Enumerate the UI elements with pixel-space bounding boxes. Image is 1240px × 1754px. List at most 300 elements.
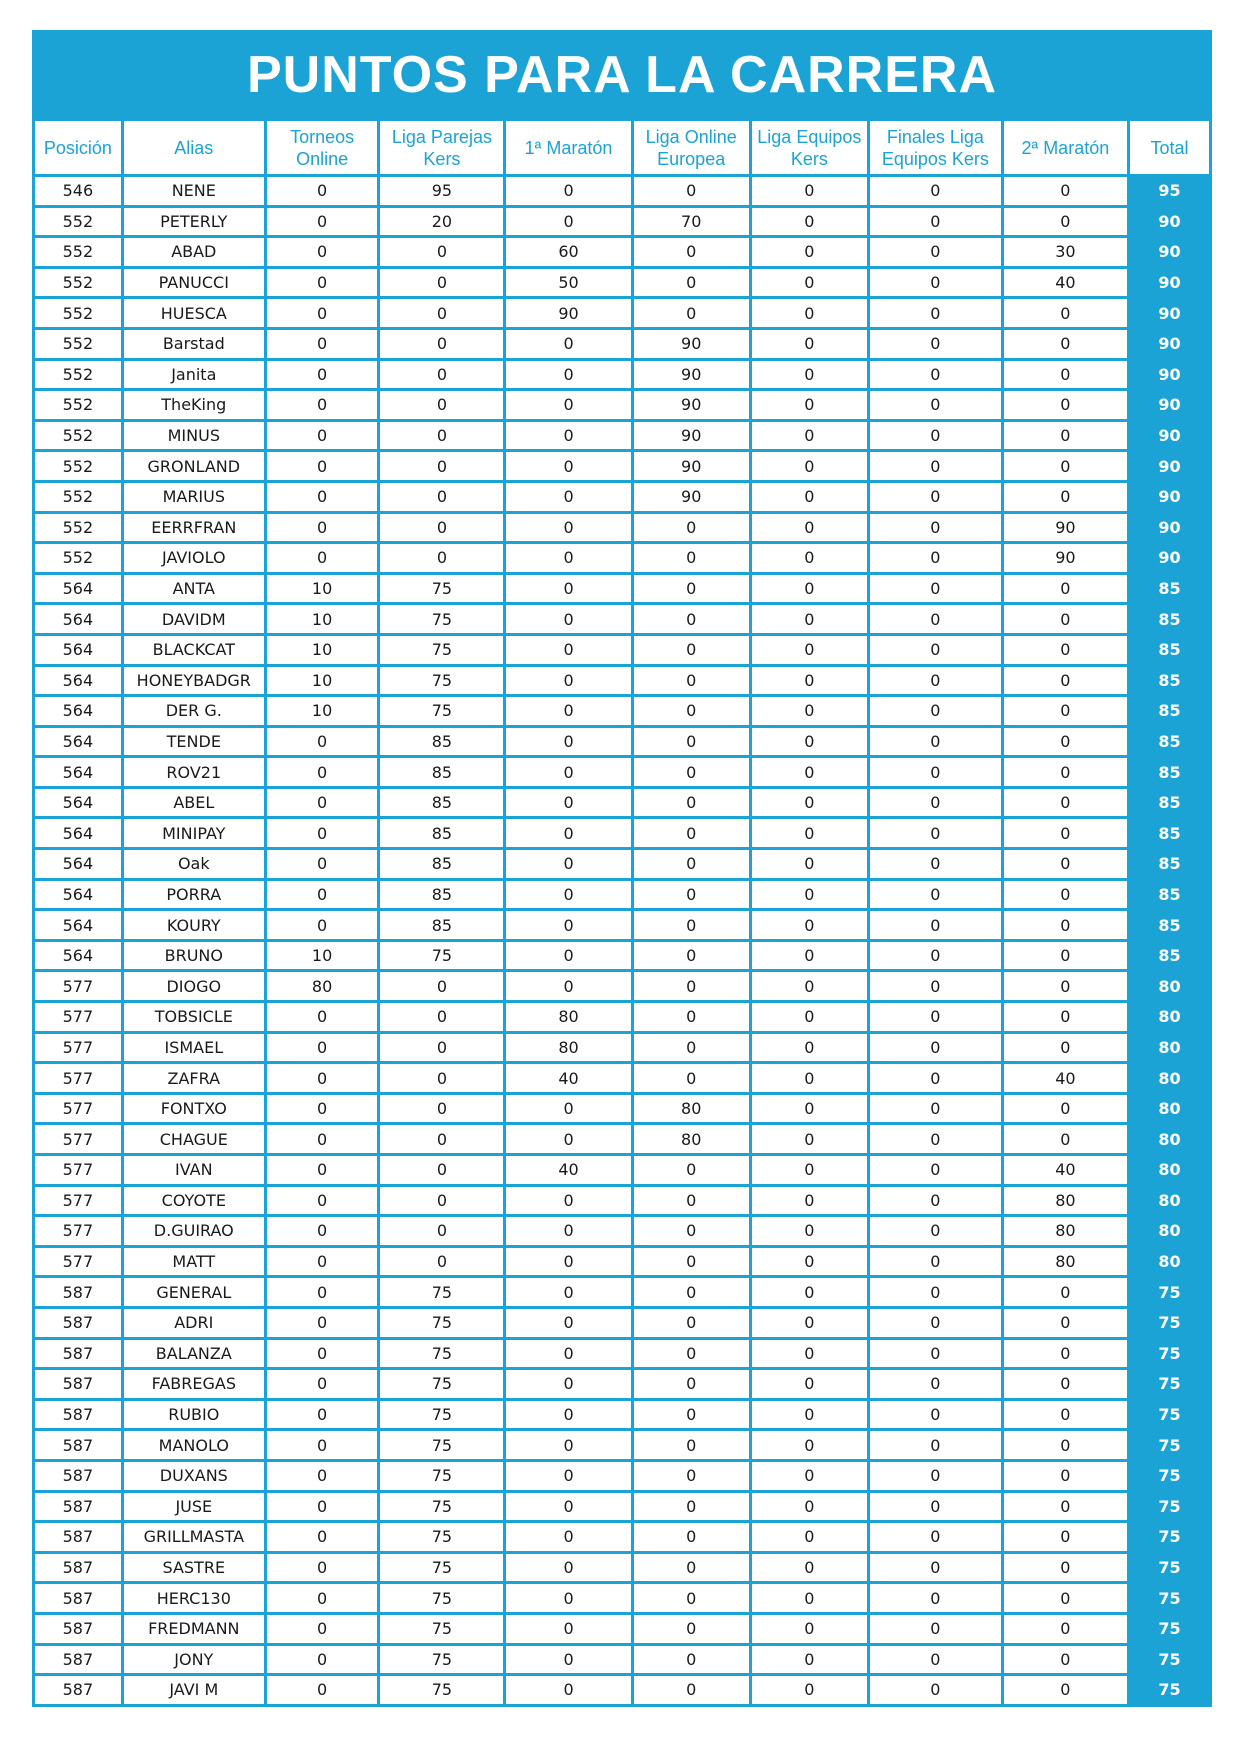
table-row <box>35 1095 1209 1123</box>
liga-online-europea-cell: 90 <box>634 330 749 358</box>
column-header-2-maraton: 2ª Maratón <box>1004 121 1127 174</box>
alias-cell: ANTA <box>124 575 264 603</box>
table-row <box>35 361 1209 389</box>
torneos-online-cell: 0 <box>267 1523 378 1551</box>
position-cell: 577 <box>35 1125 121 1153</box>
table-row <box>35 972 1209 1000</box>
liga-online-europea-cell: 0 <box>634 1370 749 1398</box>
liga-equipos-kers-cell: 0 <box>752 1309 867 1337</box>
alias-cell: ROV21 <box>124 758 264 786</box>
alias-cell: COYOTE <box>124 1187 264 1215</box>
maraton-2-cell: 0 <box>1004 208 1127 236</box>
torneos-online-cell: 0 <box>267 1003 378 1031</box>
column-header-total: Total <box>1130 121 1209 174</box>
finales-liga-equipos-kers-cell: 0 <box>870 544 1001 572</box>
liga-online-europea-cell: 0 <box>634 1003 749 1031</box>
finales-liga-equipos-kers-cell: 0 <box>870 728 1001 756</box>
position-cell: 577 <box>35 1156 121 1184</box>
liga-parejas-kers-cell: 0 <box>380 361 503 389</box>
liga-parejas-kers-cell: 75 <box>380 667 503 695</box>
column-header-1-maraton: 1ª Maratón <box>506 121 630 174</box>
liga-online-europea-cell: 90 <box>634 391 749 419</box>
torneos-online-cell: 0 <box>267 1217 378 1245</box>
total-cell: 75 <box>1130 1493 1209 1521</box>
column-header-liga-equipos-kers: Liga Equipos Kers <box>752 121 867 174</box>
maraton-2-cell: 30 <box>1004 238 1127 266</box>
position-cell: 552 <box>35 238 121 266</box>
liga-parejas-kers-cell: 75 <box>380 575 503 603</box>
torneos-online-cell: 0 <box>267 361 378 389</box>
liga-parejas-kers-cell: 75 <box>380 636 503 664</box>
maraton-1-cell: 0 <box>506 819 630 847</box>
maraton-1-cell: 0 <box>506 850 630 878</box>
position-cell: 577 <box>35 1034 121 1062</box>
finales-liga-equipos-kers-cell: 0 <box>870 1156 1001 1184</box>
maraton-1-cell: 0 <box>506 789 630 817</box>
liga-equipos-kers-cell: 0 <box>752 1554 867 1582</box>
finales-liga-equipos-kers-cell: 0 <box>870 269 1001 297</box>
alias-cell: D.GUIRAO <box>124 1217 264 1245</box>
liga-equipos-kers-cell: 0 <box>752 942 867 970</box>
position-cell: 552 <box>35 330 121 358</box>
total-cell: 75 <box>1130 1646 1209 1674</box>
position-cell: 552 <box>35 514 121 542</box>
liga-parejas-kers-cell: 75 <box>380 1431 503 1459</box>
table-row <box>35 269 1209 297</box>
total-cell: 75 <box>1130 1278 1209 1306</box>
finales-liga-equipos-kers-cell: 0 <box>870 911 1001 939</box>
alias-cell: TENDE <box>124 728 264 756</box>
maraton-2-cell: 90 <box>1004 514 1127 542</box>
liga-online-europea-cell: 0 <box>634 238 749 266</box>
maraton-2-cell: 40 <box>1004 269 1127 297</box>
total-cell: 85 <box>1130 636 1209 664</box>
total-cell: 85 <box>1130 667 1209 695</box>
alias-cell: ABEL <box>124 789 264 817</box>
liga-online-europea-cell: 0 <box>634 819 749 847</box>
finales-liga-equipos-kers-cell: 0 <box>870 667 1001 695</box>
alias-cell: MINIPAY <box>124 819 264 847</box>
position-cell: 564 <box>35 605 121 633</box>
table-row <box>35 911 1209 939</box>
liga-equipos-kers-cell: 0 <box>752 391 867 419</box>
liga-online-europea-cell: 0 <box>634 1676 749 1704</box>
total-cell: 85 <box>1130 697 1209 725</box>
total-cell: 85 <box>1130 789 1209 817</box>
maraton-2-cell: 0 <box>1004 972 1127 1000</box>
alias-cell: TheKing <box>124 391 264 419</box>
maraton-1-cell: 50 <box>506 269 630 297</box>
column-header-liga-online-europea: Liga Online Europea <box>634 121 749 174</box>
position-cell: 587 <box>35 1523 121 1551</box>
table-row <box>35 819 1209 847</box>
torneos-online-cell: 0 <box>267 1554 378 1582</box>
finales-liga-equipos-kers-cell: 0 <box>870 1309 1001 1337</box>
maraton-2-cell: 0 <box>1004 1278 1127 1306</box>
total-cell: 90 <box>1130 299 1209 327</box>
maraton-1-cell: 0 <box>506 391 630 419</box>
maraton-2-cell: 0 <box>1004 1003 1127 1031</box>
liga-online-europea-cell: 0 <box>634 728 749 756</box>
torneos-online-cell: 0 <box>267 1034 378 1062</box>
table-row <box>35 605 1209 633</box>
liga-parejas-kers-cell: 0 <box>380 238 503 266</box>
table-row <box>35 1217 1209 1245</box>
maraton-1-cell: 0 <box>506 514 630 542</box>
liga-parejas-kers-cell: 85 <box>380 911 503 939</box>
liga-online-europea-cell: 0 <box>634 1156 749 1184</box>
torneos-online-cell: 0 <box>267 850 378 878</box>
alias-cell: Janita <box>124 361 264 389</box>
maraton-2-cell: 0 <box>1004 1401 1127 1429</box>
position-cell: 587 <box>35 1278 121 1306</box>
liga-equipos-kers-cell: 0 <box>752 1125 867 1153</box>
liga-equipos-kers-cell: 0 <box>752 1340 867 1368</box>
torneos-online-cell: 0 <box>267 238 378 266</box>
liga-online-europea-cell: 0 <box>634 575 749 603</box>
finales-liga-equipos-kers-cell: 0 <box>870 391 1001 419</box>
maraton-2-cell: 0 <box>1004 1554 1127 1582</box>
alias-cell: FONTXO <box>124 1095 264 1123</box>
total-cell: 80 <box>1130 972 1209 1000</box>
position-cell: 577 <box>35 1064 121 1092</box>
maraton-2-cell: 0 <box>1004 1676 1127 1704</box>
alias-cell: EERRFRAN <box>124 514 264 542</box>
liga-equipos-kers-cell: 0 <box>752 299 867 327</box>
liga-equipos-kers-cell: 0 <box>752 361 867 389</box>
liga-parejas-kers-cell: 75 <box>380 1462 503 1490</box>
liga-parejas-kers-cell: 85 <box>380 789 503 817</box>
maraton-2-cell: 0 <box>1004 1095 1127 1123</box>
torneos-online-cell: 0 <box>267 1646 378 1674</box>
position-cell: 552 <box>35 422 121 450</box>
position-cell: 564 <box>35 758 121 786</box>
position-cell: 552 <box>35 208 121 236</box>
table-row <box>35 1340 1209 1368</box>
torneos-online-cell: 0 <box>267 1584 378 1612</box>
maraton-2-cell: 0 <box>1004 1523 1127 1551</box>
position-cell: 552 <box>35 391 121 419</box>
maraton-1-cell: 0 <box>506 942 630 970</box>
table-row <box>35 667 1209 695</box>
torneos-online-cell: 0 <box>267 819 378 847</box>
maraton-1-cell: 0 <box>506 361 630 389</box>
liga-parejas-kers-cell: 75 <box>380 1676 503 1704</box>
liga-parejas-kers-cell: 0 <box>380 972 503 1000</box>
liga-online-europea-cell: 80 <box>634 1125 749 1153</box>
torneos-online-cell: 0 <box>267 1248 378 1276</box>
alias-cell: JONY <box>124 1646 264 1674</box>
table-row <box>35 1554 1209 1582</box>
liga-equipos-kers-cell: 0 <box>752 1370 867 1398</box>
liga-online-europea-cell: 0 <box>634 605 749 633</box>
finales-liga-equipos-kers-cell: 0 <box>870 1615 1001 1643</box>
total-cell: 90 <box>1130 238 1209 266</box>
table-row <box>35 697 1209 725</box>
liga-parejas-kers-cell: 0 <box>380 1095 503 1123</box>
finales-liga-equipos-kers-cell: 0 <box>870 452 1001 480</box>
finales-liga-equipos-kers-cell: 0 <box>870 1278 1001 1306</box>
liga-online-europea-cell: 0 <box>634 1217 749 1245</box>
finales-liga-equipos-kers-cell: 0 <box>870 330 1001 358</box>
liga-online-europea-cell: 0 <box>634 758 749 786</box>
torneos-online-cell: 0 <box>267 881 378 909</box>
maraton-2-cell: 0 <box>1004 819 1127 847</box>
finales-liga-equipos-kers-cell: 0 <box>870 1676 1001 1704</box>
liga-equipos-kers-cell: 0 <box>752 452 867 480</box>
alias-cell: GENERAL <box>124 1278 264 1306</box>
liga-equipos-kers-cell: 0 <box>752 1187 867 1215</box>
total-cell: 75 <box>1130 1370 1209 1398</box>
maraton-2-cell: 0 <box>1004 758 1127 786</box>
liga-equipos-kers-cell: 0 <box>752 1676 867 1704</box>
position-cell: 552 <box>35 361 121 389</box>
liga-online-europea-cell: 0 <box>634 1646 749 1674</box>
position-cell: 587 <box>35 1584 121 1612</box>
finales-liga-equipos-kers-cell: 0 <box>870 1554 1001 1582</box>
maraton-2-cell: 0 <box>1004 1034 1127 1062</box>
alias-cell: BALANZA <box>124 1340 264 1368</box>
position-cell: 564 <box>35 819 121 847</box>
liga-equipos-kers-cell: 0 <box>752 667 867 695</box>
position-cell: 587 <box>35 1615 121 1643</box>
finales-liga-equipos-kers-cell: 0 <box>870 1034 1001 1062</box>
torneos-online-cell: 0 <box>267 1156 378 1184</box>
liga-online-europea-cell: 0 <box>634 1187 749 1215</box>
liga-online-europea-cell: 0 <box>634 1248 749 1276</box>
liga-online-europea-cell: 90 <box>634 483 749 511</box>
liga-parejas-kers-cell: 75 <box>380 1401 503 1429</box>
alias-cell: HUESCA <box>124 299 264 327</box>
total-cell: 85 <box>1130 819 1209 847</box>
table-row <box>35 881 1209 909</box>
total-cell: 75 <box>1130 1676 1209 1704</box>
alias-cell: ISMAEL <box>124 1034 264 1062</box>
total-cell: 75 <box>1130 1309 1209 1337</box>
liga-parejas-kers-cell: 20 <box>380 208 503 236</box>
table-row <box>35 1676 1209 1704</box>
maraton-1-cell: 40 <box>506 1156 630 1184</box>
total-cell: 95 <box>1130 177 1209 205</box>
alias-cell: SASTRE <box>124 1554 264 1582</box>
liga-parejas-kers-cell: 75 <box>380 605 503 633</box>
liga-parejas-kers-cell: 0 <box>380 330 503 358</box>
liga-online-europea-cell: 0 <box>634 1462 749 1490</box>
liga-online-europea-cell: 0 <box>634 697 749 725</box>
finales-liga-equipos-kers-cell: 0 <box>870 881 1001 909</box>
position-cell: 577 <box>35 1003 121 1031</box>
table-row <box>35 636 1209 664</box>
position-cell: 564 <box>35 850 121 878</box>
table-row <box>35 483 1209 511</box>
liga-equipos-kers-cell: 0 <box>752 1493 867 1521</box>
liga-online-europea-cell: 80 <box>634 1095 749 1123</box>
alias-cell: FABREGAS <box>124 1370 264 1398</box>
liga-parejas-kers-cell: 0 <box>380 514 503 542</box>
liga-equipos-kers-cell: 0 <box>752 1584 867 1612</box>
maraton-1-cell: 0 <box>506 1217 630 1245</box>
table-row <box>35 452 1209 480</box>
liga-online-europea-cell: 0 <box>634 881 749 909</box>
finales-liga-equipos-kers-cell: 0 <box>870 208 1001 236</box>
maraton-1-cell: 0 <box>506 1523 630 1551</box>
maraton-1-cell: 0 <box>506 544 630 572</box>
liga-parejas-kers-cell: 0 <box>380 391 503 419</box>
liga-online-europea-cell: 0 <box>634 942 749 970</box>
maraton-1-cell: 0 <box>506 1401 630 1429</box>
page-title: PUNTOS PARA LA CARRERA <box>246 46 998 104</box>
position-cell: 577 <box>35 1248 121 1276</box>
finales-liga-equipos-kers-cell: 0 <box>870 972 1001 1000</box>
total-cell: 85 <box>1130 758 1209 786</box>
liga-parejas-kers-cell: 0 <box>380 1248 503 1276</box>
alias-cell: BLACKCAT <box>124 636 264 664</box>
alias-cell: RUBIO <box>124 1401 264 1429</box>
position-cell: 577 <box>35 1217 121 1245</box>
position-cell: 564 <box>35 728 121 756</box>
finales-liga-equipos-kers-cell: 0 <box>870 1401 1001 1429</box>
finales-liga-equipos-kers-cell: 0 <box>870 758 1001 786</box>
liga-online-europea-cell: 0 <box>634 1340 749 1368</box>
table-row <box>35 330 1209 358</box>
liga-equipos-kers-cell: 0 <box>752 1431 867 1459</box>
table-row <box>35 758 1209 786</box>
maraton-2-cell: 0 <box>1004 1584 1127 1612</box>
total-cell: 90 <box>1130 330 1209 358</box>
maraton-2-cell: 90 <box>1004 544 1127 572</box>
maraton-1-cell: 0 <box>506 1462 630 1490</box>
maraton-1-cell: 0 <box>506 697 630 725</box>
maraton-2-cell: 0 <box>1004 1340 1127 1368</box>
alias-cell: HERC130 <box>124 1584 264 1612</box>
maraton-2-cell: 0 <box>1004 881 1127 909</box>
alias-cell: DIOGO <box>124 972 264 1000</box>
maraton-1-cell: 0 <box>506 605 630 633</box>
liga-equipos-kers-cell: 0 <box>752 483 867 511</box>
total-cell: 80 <box>1130 1125 1209 1153</box>
torneos-online-cell: 0 <box>267 789 378 817</box>
total-cell: 75 <box>1130 1615 1209 1643</box>
torneos-online-cell: 0 <box>267 1615 378 1643</box>
finales-liga-equipos-kers-cell: 0 <box>870 1064 1001 1092</box>
torneos-online-cell: 0 <box>267 177 378 205</box>
torneos-online-cell: 0 <box>267 514 378 542</box>
liga-parejas-kers-cell: 0 <box>380 483 503 511</box>
total-cell: 80 <box>1130 1095 1209 1123</box>
liga-parejas-kers-cell: 75 <box>380 1493 503 1521</box>
liga-online-europea-cell: 0 <box>634 1064 749 1092</box>
liga-online-europea-cell: 0 <box>634 850 749 878</box>
liga-equipos-kers-cell: 0 <box>752 1523 867 1551</box>
maraton-1-cell: 0 <box>506 1125 630 1153</box>
torneos-online-cell: 0 <box>267 1431 378 1459</box>
torneos-online-cell: 0 <box>267 452 378 480</box>
maraton-2-cell: 0 <box>1004 1646 1127 1674</box>
torneos-online-cell: 0 <box>267 208 378 236</box>
maraton-2-cell: 0 <box>1004 361 1127 389</box>
table-row <box>35 1431 1209 1459</box>
liga-parejas-kers-cell: 75 <box>380 1278 503 1306</box>
column-header-finales-liga-equipos-kers: Finales Liga Equipos Kers <box>870 121 1001 174</box>
liga-parejas-kers-cell: 0 <box>380 1064 503 1092</box>
maraton-2-cell: 0 <box>1004 177 1127 205</box>
alias-cell: FREDMANN <box>124 1615 264 1643</box>
alias-cell: MANOLO <box>124 1431 264 1459</box>
finales-liga-equipos-kers-cell: 0 <box>870 238 1001 266</box>
maraton-1-cell: 0 <box>506 1278 630 1306</box>
liga-online-europea-cell: 0 <box>634 789 749 817</box>
alias-cell: JAVIOLO <box>124 544 264 572</box>
alias-cell: CHAGUE <box>124 1125 264 1153</box>
table-row <box>35 1615 1209 1643</box>
maraton-1-cell: 0 <box>506 1340 630 1368</box>
liga-parejas-kers-cell: 0 <box>380 1217 503 1245</box>
liga-equipos-kers-cell: 0 <box>752 1156 867 1184</box>
table-row <box>35 422 1209 450</box>
maraton-1-cell: 0 <box>506 1615 630 1643</box>
torneos-online-cell: 0 <box>267 1278 378 1306</box>
liga-parejas-kers-cell: 75 <box>380 1584 503 1612</box>
table-row <box>35 1064 1209 1092</box>
position-cell: 564 <box>35 881 121 909</box>
position-cell: 564 <box>35 667 121 695</box>
alias-cell: BRUNO <box>124 942 264 970</box>
liga-parejas-kers-cell: 0 <box>380 422 503 450</box>
table-row <box>35 208 1209 236</box>
liga-parejas-kers-cell: 75 <box>380 1646 503 1674</box>
maraton-2-cell: 0 <box>1004 1309 1127 1337</box>
torneos-online-cell: 0 <box>267 1676 378 1704</box>
finales-liga-equipos-kers-cell: 0 <box>870 1187 1001 1215</box>
total-cell: 90 <box>1130 391 1209 419</box>
finales-liga-equipos-kers-cell: 0 <box>870 819 1001 847</box>
position-cell: 587 <box>35 1340 121 1368</box>
maraton-1-cell: 60 <box>506 238 630 266</box>
alias-cell: NENE <box>124 177 264 205</box>
finales-liga-equipos-kers-cell: 0 <box>870 1431 1001 1459</box>
liga-online-europea-cell: 0 <box>634 1615 749 1643</box>
liga-online-europea-cell: 0 <box>634 1493 749 1521</box>
liga-equipos-kers-cell: 0 <box>752 1217 867 1245</box>
table-row <box>35 1646 1209 1674</box>
torneos-online-cell: 10 <box>267 942 378 970</box>
finales-liga-equipos-kers-cell: 0 <box>870 299 1001 327</box>
position-cell: 587 <box>35 1676 121 1704</box>
position-cell: 552 <box>35 269 121 297</box>
liga-parejas-kers-cell: 0 <box>380 544 503 572</box>
torneos-online-cell: 0 <box>267 728 378 756</box>
table-row <box>35 1003 1209 1031</box>
total-cell: 80 <box>1130 1248 1209 1276</box>
position-cell: 587 <box>35 1493 121 1521</box>
maraton-2-cell: 0 <box>1004 850 1127 878</box>
liga-online-europea-cell: 0 <box>634 1278 749 1306</box>
finales-liga-equipos-kers-cell: 0 <box>870 1523 1001 1551</box>
alias-cell: PANUCCI <box>124 269 264 297</box>
liga-equipos-kers-cell: 0 <box>752 330 867 358</box>
maraton-2-cell: 40 <box>1004 1064 1127 1092</box>
maraton-1-cell: 0 <box>506 330 630 358</box>
alias-cell: DAVIDM <box>124 605 264 633</box>
liga-equipos-kers-cell: 0 <box>752 789 867 817</box>
liga-parejas-kers-cell: 0 <box>380 452 503 480</box>
alias-cell: PORRA <box>124 881 264 909</box>
table-row <box>35 575 1209 603</box>
total-cell: 75 <box>1130 1554 1209 1582</box>
liga-online-europea-cell: 0 <box>634 1431 749 1459</box>
position-cell: 577 <box>35 1095 121 1123</box>
maraton-1-cell: 0 <box>506 1646 630 1674</box>
